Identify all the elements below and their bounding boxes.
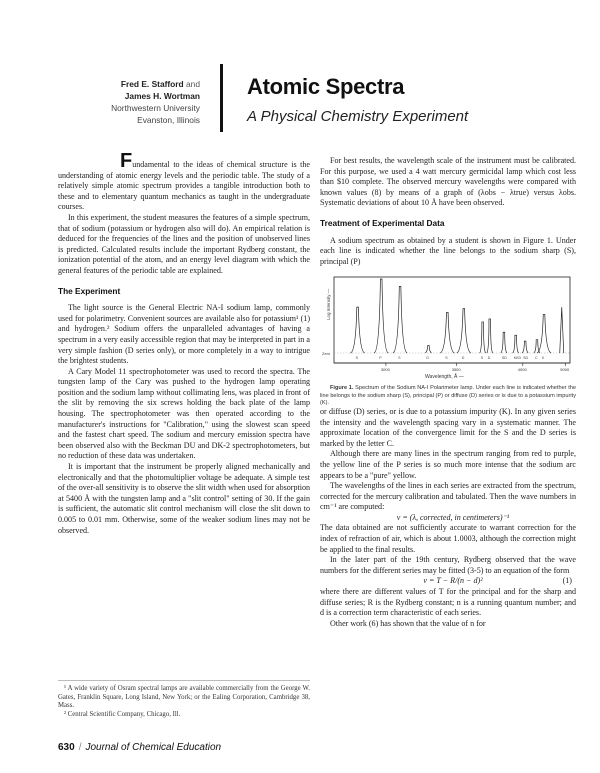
left-column — [58, 150, 310, 536]
svg-text:D: D — [461, 356, 465, 361]
svg-text:D: D — [426, 356, 430, 361]
footnote-1: ¹ A wide variety of Osram spectral lamps are available commercially from the George W. Gates, Franklin Square, Long Island, New York; or the Ealing Corporation, Cambridge 38, Mass. — [58, 685, 310, 710]
svg-text:K: K — [542, 356, 545, 361]
data-paragraph-2: or diffuse (D) series, or is due to a potassium impurity (K). In any given series the intensity and the wavelength spacing vary in a systematic manner. The approximate location of the convergence limit for the S and the D series is marked by the letter C. — [320, 406, 576, 448]
affiliation: Northwestern University — [111, 103, 200, 113]
location: Evanston, Illinois — [137, 115, 200, 125]
svg-text:S: S — [445, 356, 448, 361]
figure-1-spectrum-chart — [320, 275, 576, 381]
data-paragraph-1: A sodium spectrum as obtained by a student is shown in Figure 1. Under each line is indicated whether the line belongs to the sodium sharp (S), principal (P) — [320, 235, 576, 266]
svg-text:Log Intensity —: Log Intensity — — [326, 289, 331, 321]
equation-rydberg-text: ν = T − R/(n − d)² — [423, 576, 483, 586]
svg-text:Zero: Zero — [322, 351, 331, 357]
svg-text:P: P — [379, 356, 382, 361]
drop-cap: F — [120, 150, 133, 172]
footnotes — [58, 685, 310, 719]
figure-caption-label: Figure 1. — [330, 385, 354, 392]
spectrum-plot — [320, 275, 576, 381]
page-footer — [58, 742, 221, 753]
svg-text:SD: SD — [523, 356, 529, 361]
figure-1-caption — [320, 385, 576, 407]
equation-number: (1) — [562, 576, 572, 586]
article-subtitle: A Physical Chemistry Experiment — [247, 108, 469, 125]
page-number: 630 — [58, 742, 75, 753]
spectrum-peaks — [351, 279, 564, 353]
author-2: James H. Wortman — [124, 91, 200, 101]
svg-text:S: S — [355, 356, 359, 361]
footer-separator: / — [78, 742, 82, 753]
intro-paragraph-2: In this experiment, the student measures the features of a simple spectrum, that of sodium (potassium or hydrogen also will do). An empirical relation is deduced for the frequencies of the lines and the position of unobserved lines is predicted. Calculated results include the important Rydberg constant, the ionization potential of the atom, and an energy level diagram with which the general features of the periodic table are explained. — [58, 212, 310, 275]
svg-text:3000: 3000 — [380, 367, 390, 373]
title-divider-bar — [220, 64, 223, 132]
data-paragraph-3: Although there are many lines in the spectrum ranging from red to purple, the yellow line of the P series is so much more intense that the sodium arc appears to be a "pure" yellow. — [320, 449, 576, 480]
x-axis-label: Wavelength, Å — — [425, 374, 464, 381]
intro-paragraph-1-text: undamental to the ideas of chemical structure is the understanding of atomic energy levels and the periodic table. The study of a relatively simple atomic spectrum provides a tangible introduction both to these and to elementary quantum mechanics as taught in the undergraduate courses. — [58, 160, 310, 212]
svg-text:3500: 3500 — [451, 367, 461, 373]
peak-labels — [356, 356, 545, 360]
svg-text:4000: 4000 — [517, 367, 527, 373]
experiment-paragraph-1: The light source is the General Electric NA-I sodium lamp, commonly used for polarimetry. Convenient sources are available also for potassium¹ (1) and hydrogen.² Sodium offers the unparalleled advantages of having a spectrum in a very easily accessible region that may be interpreted in part in a very simple fashion (D series only), or more completely in a way to intrigue the brightest students. — [58, 303, 310, 366]
calibration-paragraph: For best results, the wavelength scale of the instrument must be calibrated. For this purpose, we used a 4 watt mercury germicidal lamp which cost less than $10 complete. The observed mercury wavelengths were compared with known values (8) by means of a graph of (λobs − λtrue) versus λobs. Systematic deviations of about 10 Å have been observed. — [320, 156, 576, 208]
data-paragraph-4: The wavelengths of the lines in each series are extracted from the spectrum, corrected for the mercury calibration and tabulated. Then the wave numbers in cm⁻¹ are computed: — [320, 481, 576, 512]
svg-text:D: D — [487, 356, 491, 361]
svg-text:5000: 5000 — [560, 367, 570, 373]
section-heading-experiment: The Experiment — [58, 285, 121, 296]
equation-rydberg — [320, 576, 576, 587]
journal-name: Journal of Chemical Education — [85, 742, 222, 753]
data-paragraph-6: In the later part of the 19th century, Rydberg observed that the wave numbers for the different series may be fitted (3-5) to an equation of the form — [320, 555, 576, 575]
section-heading-treatment: Treatment of Experimental Data — [320, 217, 445, 228]
article-title: Atomic Spectra — [247, 74, 405, 99]
intro-paragraph-1 — [58, 150, 310, 213]
equation-wavenumber: ν = (λ, corrected, in centimeters)⁻¹ — [396, 512, 510, 522]
data-paragraph-5: The data obtained are not sufficiently accurate to warrant correction for the index of refraction of air, which is about 1.0003, although the correction might be applied to the final results. — [320, 523, 576, 554]
footnote-rule — [58, 680, 310, 681]
x-axis-ticks — [381, 363, 570, 372]
author-conjunction: and — [186, 79, 200, 89]
svg-text:KKD: KKD — [513, 356, 522, 361]
data-paragraph-7: where there are different values of T for the principal and for the sharp and diffuse series; R is the Rydberg constant; n is a running quantum number; and d is a correction term characteristic of each series. — [320, 587, 576, 618]
author-1: Fred E. Stafford — [120, 79, 184, 89]
experiment-paragraph-2: A Cary Model 11 spectrophotometer was used to record the spectra. The tungsten lamp of the Cary was pushed to the hydrogen lamp operating position and the sodium lamp without collimating lens, was placed in front of the slit by removing the six screws holding the back plate of the lamp housing. The spectrophotometer was then operated according to the manufacturer's instructions for "Calibration," using the slowest scan speed and the fastest chart speed. The sodium and mercury emission spectra have been observed also with the Beckman DU and DK-2 spectrophotometers, but no reduction of these data was undertaken. — [58, 366, 310, 461]
svg-text:SD: SD — [501, 356, 507, 361]
svg-text:C: C — [534, 356, 538, 361]
data-paragraph-8: Other work (6) has shown that the value of n for — [330, 618, 486, 628]
footnote-2: ² Central Scientific Company, Chicago, Ill. — [64, 710, 181, 718]
experiment-paragraph-3: It is important that the instrument be properly aligned mechanically and electronically and that the photomultiplier voltage be adequate. A simple test of the over-all sensitivity is to observe the slit width when used for absorption at 5400 Å with the tungsten lamp and a "slit control" setting of 30. If the gain is sufficient, the automatic slit control mechanism will close the slit down to 0.005 to 0.01 mm. Otherwise, some of the weaker sodium lines may not be observed. — [58, 462, 310, 535]
figure-caption-text: Spectrum of the Sodium NA-I Polarimeter lamp. Under each line is indicated whether the line belongs to the sodium sharp (S), principal (P) or diffuse (D) series or is due to a potassium impurity (K). — [320, 385, 577, 406]
svg-text:S: S — [480, 356, 484, 361]
article-header — [0, 0, 600, 140]
right-column — [320, 156, 576, 629]
svg-text:S: S — [398, 356, 401, 361]
author-block — [111, 78, 200, 126]
